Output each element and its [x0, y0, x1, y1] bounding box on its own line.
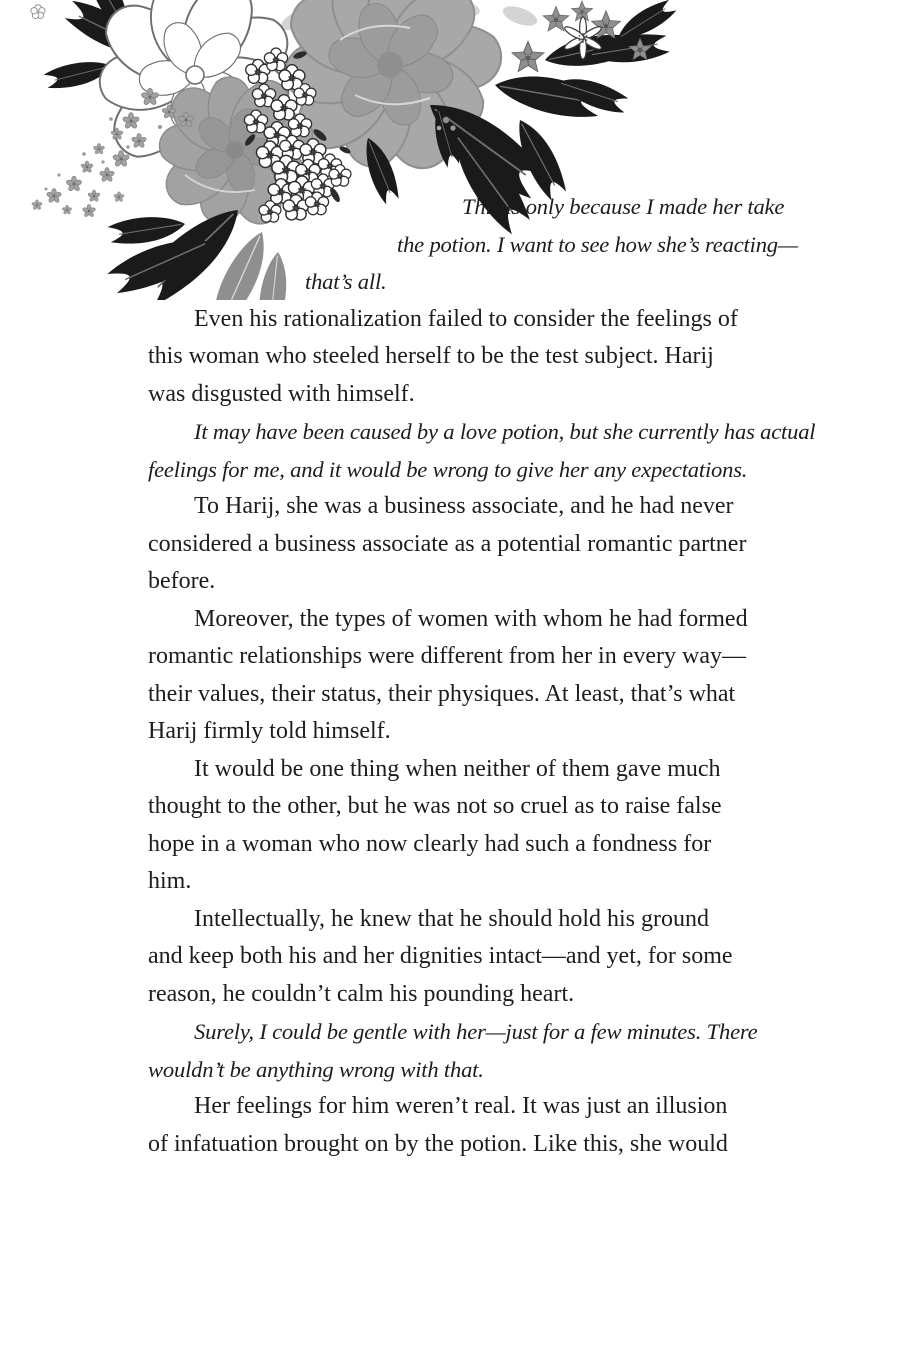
text-line: this woman who steeled herself to be the test subject. Harij: [148, 343, 714, 369]
text-line: before.: [148, 568, 216, 594]
text-line: reason, he couldn’t calm his pounding heart.: [148, 980, 575, 1007]
corner-flower: [31, 5, 45, 19]
text-line: wouldn’t be anything wrong with that.: [148, 1056, 484, 1082]
text-line: of infatuation brought on by the potion. Like this, she would: [148, 1130, 728, 1157]
text-line: It would be one thing when neither of them gave much: [194, 755, 721, 782]
text-line: hope in a woman who now clearly had such a fondness for: [148, 830, 712, 857]
page-text: [148, 188, 816, 1163]
text-line: To Harij, she was a business associate, and he had never: [194, 493, 734, 519]
text-line: This is only because I made her take: [462, 194, 785, 219]
text-line: him.: [148, 868, 192, 894]
text-line: Harij firmly told himself.: [148, 718, 391, 744]
text-line: thought to the other, but he was not so cruel as to raise false: [148, 793, 722, 819]
text-line: Even his rationalization failed to consider the feelings of: [194, 305, 738, 332]
text-line: was disgusted with himself.: [148, 380, 415, 407]
text-line: Surely, I could be gentle with her—just for a few minutes. There: [194, 1019, 758, 1044]
text-line: and keep both his and her dignities intact—and yet, for some: [148, 943, 733, 969]
text-line: It may have been caused by a love potion, but she currently has actual: [194, 419, 816, 444]
text-line: Her feelings for him weren’t real. It was just an illusion: [194, 1093, 728, 1119]
text-line: Moreover, the types of women with whom he had formed: [194, 605, 748, 632]
text-line: their values, their status, their physiques. At least, that’s what: [148, 680, 736, 707]
text-line: feelings for me, and it would be wrong to give her any expectations.: [148, 456, 748, 482]
text-line: that’s all.: [305, 269, 387, 294]
text-line: romantic relationships were different from her in every way—: [148, 643, 747, 669]
text-line: considered a business associate as a potential romantic partner: [148, 530, 747, 557]
text-line: the potion. I want to see how she’s reacting—: [397, 231, 798, 257]
text-line: Intellectually, he knew that he should hold his ground: [194, 905, 710, 932]
